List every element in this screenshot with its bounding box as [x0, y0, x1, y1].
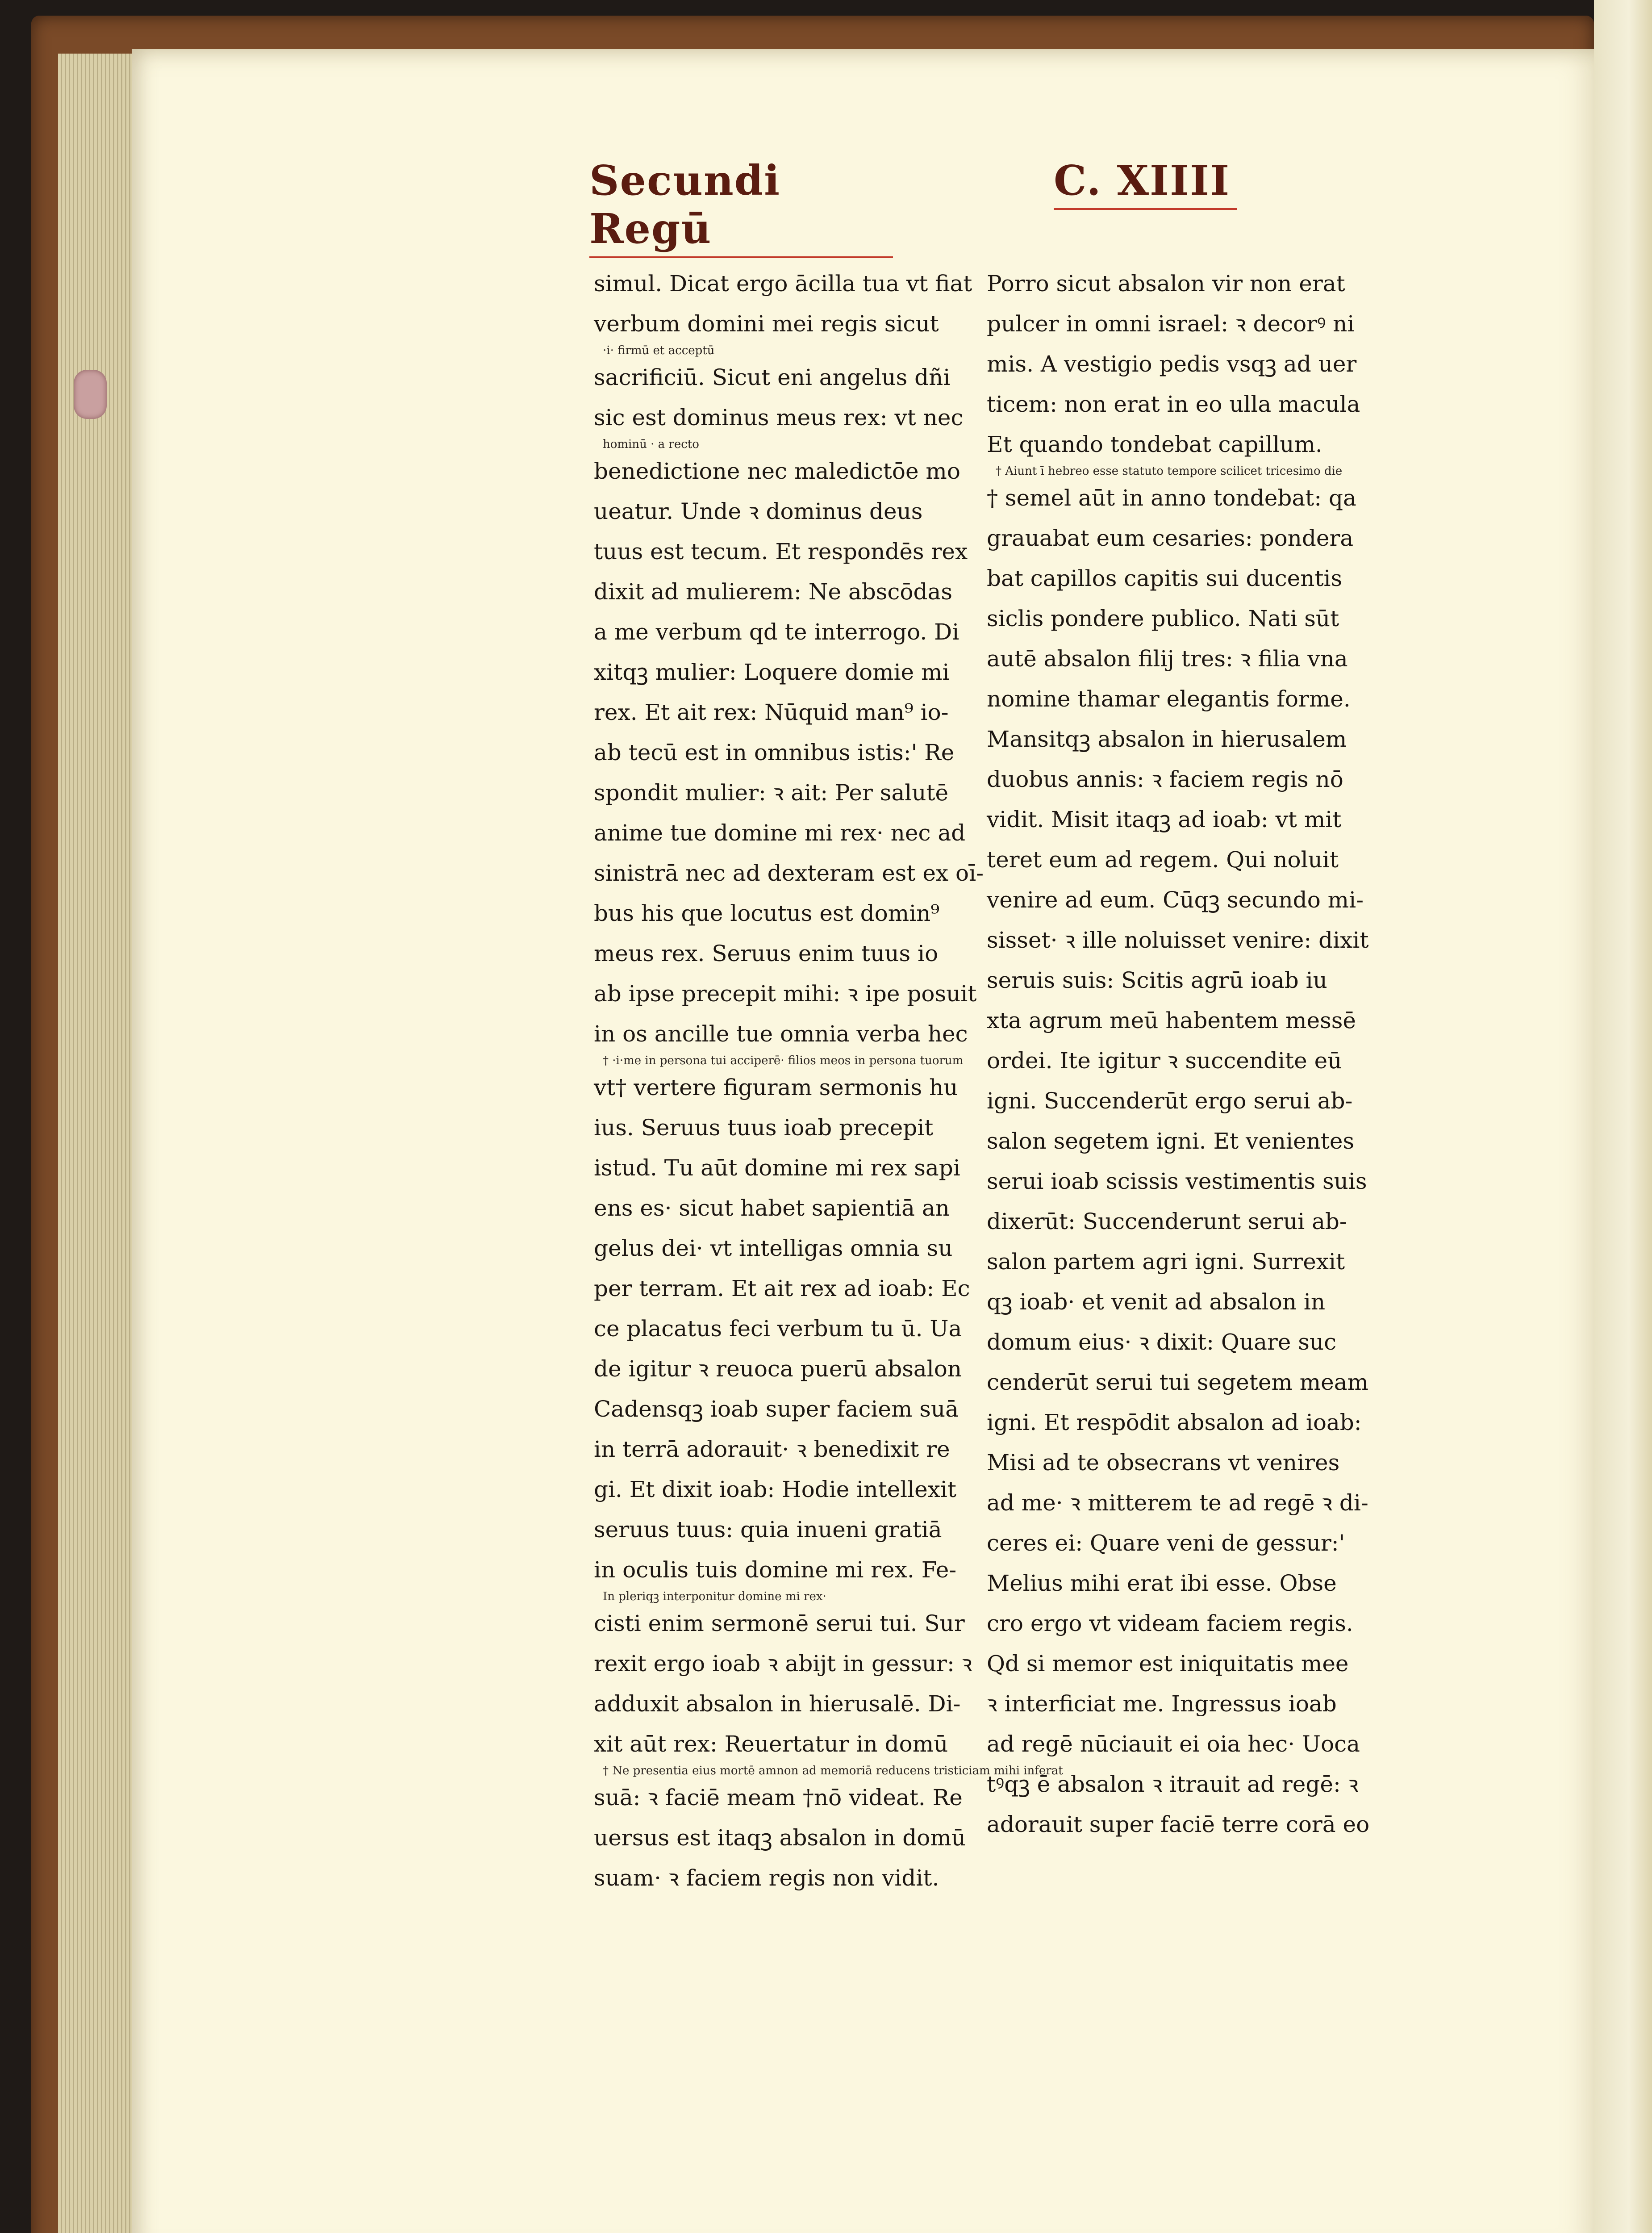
interlinear-gloss: In pleriqꝫ interponitur domine mi rex·: [603, 1590, 826, 1603]
text-line: gelus dei· vt intelligas omnia su: [594, 1235, 953, 1261]
text-line: cro ergo vt videam faciem regis.: [987, 1610, 1353, 1636]
text-line: spondit mulier: ꝛ ait: Per salutē: [594, 780, 949, 806]
running-head-underline: [1054, 208, 1237, 210]
text-column-right: [987, 263, 1370, 1844]
text-line: tuus est tecum. Et respondēs rex: [594, 539, 968, 565]
text-line: † semel aūt in anno tondebat: qa: [987, 485, 1356, 511]
text-line: simul. Dicat ergo ācilla tua vt fiat: [594, 271, 972, 297]
text-line: grauabat eum cesaries: pondera: [987, 525, 1354, 551]
text-line: Mansitqꝫ absalon in hierusalem: [987, 726, 1347, 752]
text-line: Melius mihi erat ibi esse. Obse: [987, 1570, 1337, 1596]
text-line: tꝰqꝫ ē absalon ꝛ itrauit ad regē: ꝛ: [987, 1771, 1359, 1797]
text-line: Qd si memor est iniquitatis mee: [987, 1651, 1349, 1677]
text-line: benedictione nec maledictōe mo: [594, 458, 960, 484]
running-head-underline: [589, 256, 893, 258]
text-line: per terram. Et ait rex ad ioab: Ec: [594, 1275, 970, 1301]
text-line: igni. Succenderūt ergo serui ab-: [987, 1088, 1353, 1114]
text-line: meus rex. Seruus enim tuus io: [594, 941, 939, 966]
text-line: salon partem agri igni. Surrexit: [987, 1249, 1345, 1275]
text-line: salon segetem igni. Et venientes: [987, 1128, 1355, 1154]
text-line: sinistrā nec ad dexteram est ex oī-: [594, 860, 984, 886]
interlinear-gloss: † ·i·me in persona tui acciperē· filios meos in persona tuorum: [603, 1054, 964, 1067]
text-line: Cadensqꝫ ioab super faciem suā: [594, 1396, 959, 1422]
text-line: xitqꝫ mulier: Loquere domie mi: [594, 659, 950, 685]
text-line: cisti enim sermonē serui tui. Sur: [594, 1610, 965, 1636]
text-line: sacrificiū. Sicut eni angelus dñi: [594, 364, 951, 390]
text-line: duobus annis: ꝛ faciem regis nō: [987, 766, 1343, 792]
facing-page-text-fragment: [1585, 219, 1652, 567]
chapter-number: C. XIIII: [1054, 156, 1231, 205]
text-line: ab ipse precepit mihi: ꝛ ipe posuit: [594, 981, 977, 1007]
text-line: rex. Et ait rex: Nūquid man⁹ io-: [594, 699, 949, 725]
text-line: de igitur ꝛ reuoca puerū absalon: [594, 1356, 962, 1382]
text-line: ens es· sicut habet sapientiā an: [594, 1195, 950, 1221]
running-head-right: [1054, 156, 1237, 205]
text-line: vidit. Misit itaqꝫ ad ioab: vt mit: [987, 807, 1342, 832]
text-line: xit aūt rex: Reuertatur in domū: [594, 1731, 948, 1757]
text-line: ad regē nūciauit ei oia hec· Uoca: [987, 1731, 1360, 1757]
interlinear-gloss: † Aiunt ī hebreo esse statuto tempore scilicet tricesimo die: [996, 464, 1343, 478]
text-line: rexit ergo ioab ꝛ abijt in gessur: ꝛ: [594, 1651, 972, 1677]
text-line: dixit ad mulierem: Ne abscōdas: [594, 579, 953, 605]
facing-page-edge: [1594, 0, 1652, 2233]
text-line: istud. Tu aūt domine mi rex sapi: [594, 1155, 960, 1181]
text-line: adduxit absalon in hierusalē. Di-: [594, 1691, 961, 1717]
text-line: Misi ad te obsecrans vt venires: [987, 1450, 1340, 1476]
text-line: Et quando tondebat capillum.: [987, 431, 1322, 457]
page-tab: [74, 370, 107, 419]
text-line: in oculis tuis domine mi rex. Fe-: [594, 1557, 957, 1583]
text-line: seruus tuus: quia inueni gratiā: [594, 1517, 942, 1543]
text-line: dixerūt: Succenderunt serui ab-: [987, 1208, 1347, 1234]
text-line: nomine thamar elegantis forme.: [987, 686, 1351, 712]
text-line: a me verbum qd te interrogo. Di: [594, 619, 959, 645]
text-line: ordei. Ite igitur ꝛ succendite eū: [987, 1048, 1342, 1074]
text-line: xta agrum meū habentem messē: [987, 1008, 1356, 1033]
text-line: bus his que locutus est domin⁹: [594, 900, 940, 926]
text-line: siclis pondere publico. Nati sūt: [987, 606, 1339, 631]
facing-page-text-fragment: [1585, 1295, 1652, 1943]
text-line: ticem: non erat in eo ulla macula: [987, 391, 1360, 417]
text-line: in os ancille tue omnia verba hec: [594, 1021, 968, 1047]
text-line: ueatur. Unde ꝛ dominus deus: [594, 498, 923, 524]
text-line: seruis suis: Scitis agrū ioab iu: [987, 967, 1327, 993]
text-line: in terrā adorauit· ꝛ benedixit re: [594, 1436, 950, 1462]
text-line: pulcer in omni israel: ꝛ decorꝰ ni: [987, 311, 1355, 337]
text-line: autē absalon filij tres: ꝛ filia vna: [987, 646, 1348, 672]
text-line: gi. Et dixit ioab: Hodie intellexit: [594, 1476, 957, 1502]
text-line: domum eius· ꝛ dixit: Quare suc: [987, 1329, 1337, 1355]
text-line: sic est dominus meus rex: vt nec: [594, 405, 964, 431]
interlinear-gloss: hominū · a recto: [603, 438, 699, 451]
text-line: cenderūt serui tui segetem meam: [987, 1369, 1368, 1395]
text-line: ꝛ interficiat me. Ingressus ioab: [987, 1691, 1337, 1717]
text-line: vt† vertere figuram sermonis hu: [594, 1075, 958, 1100]
text-line: venire ad eum. Cūqꝫ secundo mi-: [987, 887, 1364, 913]
interlinear-gloss: ·i· firmū et acceptū: [603, 344, 715, 357]
text-line: mis. A vestigio pedis vsqꝫ ad uer: [987, 351, 1357, 377]
text-line: Porro sicut absalon vir non erat: [987, 271, 1345, 297]
text-line: uersus est itaqꝫ absalon in domū: [594, 1825, 966, 1851]
text-line: suam· ꝛ faciem regis non vidit.: [594, 1865, 939, 1891]
text-column-left: [594, 263, 1063, 1898]
text-line: ad me· ꝛ mitterem te ad regē ꝛ di-: [987, 1490, 1368, 1516]
text-line: anime tue domine mi rex· nec ad: [594, 820, 966, 846]
text-line: suā: ꝛ faciē meam †nō videat. Re: [594, 1785, 963, 1811]
text-line: teret eum ad regem. Qui noluit: [987, 847, 1339, 873]
text-line: adorauit super faciē terre corā eo: [987, 1811, 1370, 1837]
text-line: bat capillos capitis sui ducentis: [987, 565, 1343, 591]
text-line: ce placatus feci verbum tu ū. Ua: [594, 1316, 962, 1342]
text-line: ceres ei: Quare veni de gessur:': [987, 1530, 1345, 1556]
running-head-left-text: Secundi Regū: [589, 156, 781, 253]
text-line: verbum domini mei regis sicut: [594, 311, 939, 337]
running-head-left: [589, 156, 893, 253]
text-line: igni. Et respōdit absalon ad ioab:: [987, 1409, 1362, 1435]
text-line: serui ioab scissis vestimentis suis: [987, 1168, 1367, 1194]
text-line: ab tecū est in omnibus istis:' Re: [594, 740, 955, 765]
text-line: qꝫ ioab· et venit ad absalon in: [987, 1289, 1326, 1315]
text-line: ius. Seruus tuus ioab precepit: [594, 1115, 934, 1141]
text-line: sisset· ꝛ ille noluisset venire: dixit: [987, 927, 1369, 953]
interlinear-gloss: † Ne presentia eius mortē amnon ad memoriā reducens tristiciam mihi inferat: [603, 1764, 1063, 1777]
